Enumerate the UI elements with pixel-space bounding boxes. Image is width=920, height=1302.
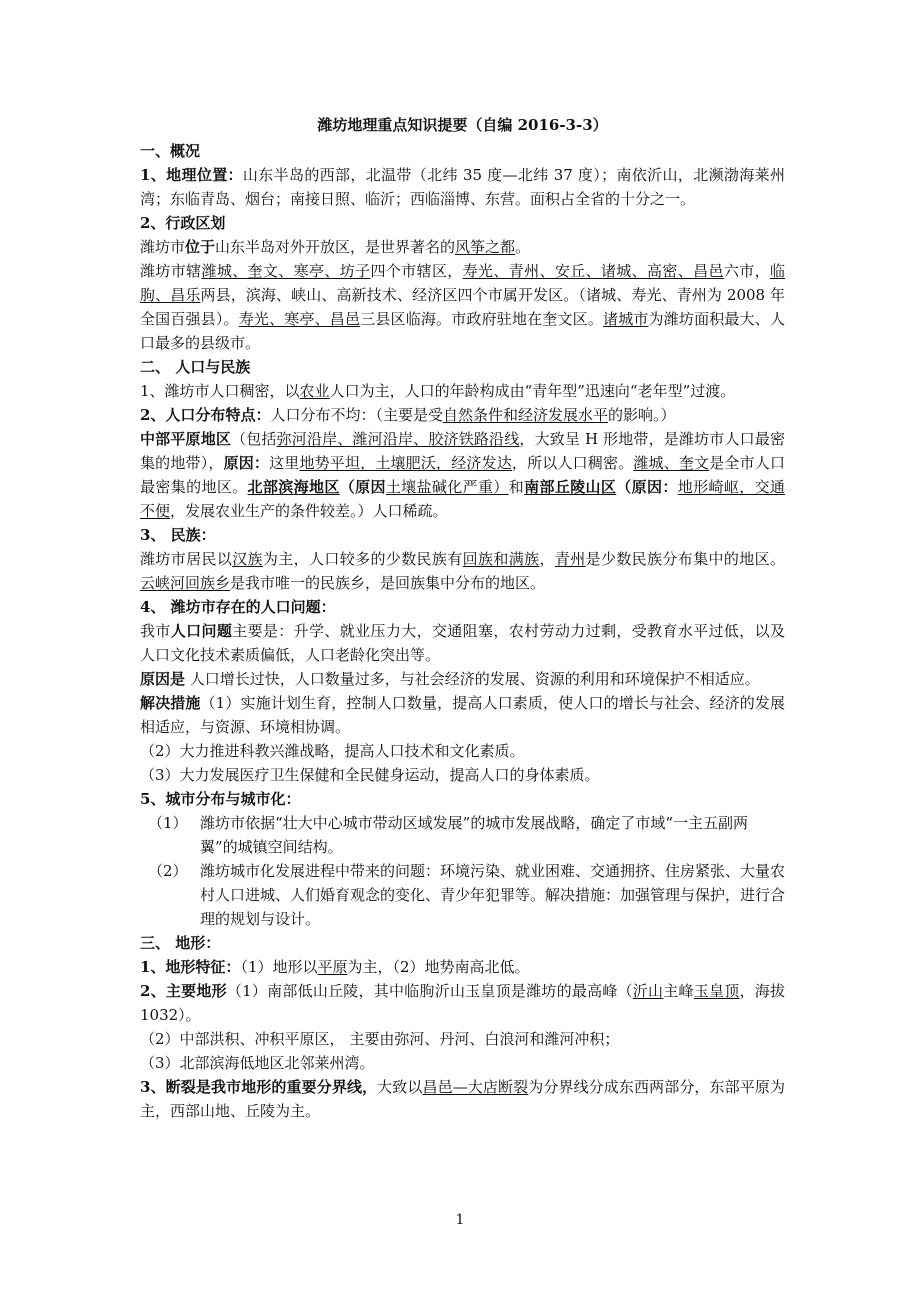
underlined-text: 土壤盐碱化严重） [385, 478, 509, 496]
underlined-text: 地势平坦，土壤肥沃，经济发达 [299, 454, 512, 472]
heading-text: 三、 地形： [140, 934, 221, 952]
text: （1）南部低山丘陵，其中临朐沂山玉皇顶是潍坊的最高峰（ [226, 982, 633, 1000]
text: 人口为主，人口的年龄构成由“青年型”迅速向“老年型”过渡。 [329, 382, 736, 400]
paragraph-measure-3: （3）大力发展医疗卫生保健和全民健身运动，提高人口的身体素质。 [140, 766, 600, 784]
paragraph-population-1 [140, 379, 785, 403]
paragraph-main-terrain [140, 979, 785, 1027]
paragraph-population-2 [140, 403, 785, 427]
paragraph-fault [140, 1075, 785, 1123]
underlined-text: 汉族 [232, 550, 263, 568]
label: 1、地理位置： [140, 166, 243, 184]
bold-text: 原因是 [140, 670, 186, 688]
bold-underlined-text: 南部丘陵山区 [524, 478, 617, 496]
underlined-text: 风筝之都 [455, 238, 516, 256]
underlined-text: 玉皇顶 [693, 982, 740, 1000]
bold-text: 1、地形特征： [140, 958, 241, 976]
underlined-text: 诸城市 [603, 310, 649, 328]
text: 潍坊市辖 [140, 262, 202, 280]
text: ，大致呈 H 形地带，是潍坊市人口最密集的地带）， [140, 430, 785, 472]
text: ，所以人口稠密。 [511, 454, 634, 472]
underlined-text: 昌邑—大店断裂 [422, 1078, 529, 1096]
text: 人口分布不均：（主要是受 [270, 406, 443, 424]
bold-text: 2、人口分布特点： [140, 406, 271, 424]
text: 我市 [140, 622, 171, 640]
paragraph-measures [140, 691, 785, 739]
text: 六市， [723, 262, 770, 280]
paragraph-terrain-2: （2）中部洪积、冲积平原区， 主要由弥河、丹河、白浪河和潍河冲积； [140, 1030, 620, 1048]
underlined-text: 农业 [299, 382, 330, 400]
underlined-text: 自然条件和经济发展水平 [442, 406, 608, 424]
text: 这里 [269, 454, 300, 472]
paragraph-ethnic [140, 547, 785, 595]
paragraph-reasons [140, 667, 785, 691]
page-title: 潍坊地理重点知识提要（自编 2016-3-3） [317, 116, 608, 134]
list-item [140, 811, 785, 859]
paragraph-population-distribution [140, 427, 785, 523]
paragraph-measure-2: （2）大力推进科教兴潍战略，提高人口技术和文化素质。 [140, 742, 525, 760]
page-number: 1 [455, 1212, 465, 1228]
text: 为主，（2）地势南高北低。 [347, 958, 530, 976]
document-body [140, 113, 785, 1123]
bold-text: 解决措施 [140, 694, 201, 712]
text: 为主，人口较多的少数民族有 [262, 550, 463, 568]
text: 为分界线分成东西两部分，东部平原为主，西部山地、丘陵为主。 [140, 1078, 785, 1120]
underlined-text: 弥河沿岸、潍河沿岸、胶济铁路沿线 [276, 430, 520, 448]
heading-terrain [140, 931, 785, 955]
heading-overview [140, 139, 785, 163]
underlined-text: 临朐、昌乐 [140, 262, 785, 304]
text: 为潍坊面积最大、人口最多的县级市。 [140, 310, 785, 352]
underlined-text: 寿光、寒亭、昌邑 [238, 310, 361, 328]
text: （1）地形以 [240, 958, 318, 976]
heading-admin [140, 211, 785, 235]
text: （1）实施计划生育，控制人口数量，提高人口素质，使人口的增长与社会、经济的发展相适应，与资源、环境相协调。 [140, 694, 785, 736]
list-item [140, 859, 785, 931]
underlined-text: 潍城、奎文、寒亭、坊子 [201, 262, 371, 280]
paragraph-terrain-features [140, 955, 785, 979]
list-text: 潍坊城市化发展进程中带来的问题：环境污染、就业困难、交通拥挤、住房紧张、大量农村人口进城、人们婚育观念的变化、青少年犯罪等。解决措施：加强管理与保护，进行合理的规划与设计。 [200, 862, 786, 928]
bold-text: 原因： [223, 454, 270, 472]
underlined-text: 潍城、奎文 [633, 454, 710, 472]
bold-text: 3、断裂是我市地形的重要分界线， [140, 1078, 378, 1096]
text: （包括 [231, 430, 277, 448]
text: 。 [515, 238, 531, 256]
bold-text: 2、主要地形 [140, 982, 227, 1000]
text: 的影响。） [607, 406, 676, 424]
bold-text: 位于 [185, 238, 216, 256]
paragraph-districts [140, 259, 785, 355]
underlined-text: 地形崎岖，交通不便 [140, 478, 785, 520]
text: 大致以 [377, 1078, 423, 1096]
heading-text: 3、 民族： [140, 526, 216, 544]
underlined-text: 寿光、青州、安丘、诸城、高密、昌邑 [462, 262, 724, 280]
list-text: 潍坊市依据“壮大中心城市带动区域发展”的城市发展战略，确定了市域“一主五副两翼”的城镇空间结构。 [200, 814, 749, 856]
text: 四个市辖区， [370, 262, 463, 280]
text: 潍坊市 [140, 238, 186, 256]
heading-text: 2、行政区划 [140, 214, 226, 232]
underlined-text: 青州 [554, 550, 586, 568]
text: 是全市人口最密集的地区。 [140, 454, 785, 496]
heading-ethnic [140, 523, 785, 547]
text: ，发展农业生产的条件较差。）人口稀疏。 [170, 502, 448, 520]
text: 是少数民族分布集中的地区。 [585, 550, 785, 568]
bold-underlined-text: 北部滨海地区 [247, 478, 340, 496]
text: 和 [508, 478, 525, 496]
paragraph-problems [140, 619, 785, 667]
underlined-text: 平原 [317, 958, 348, 976]
heading-text: 一、概况 [140, 142, 201, 160]
paragraph-terrain-3: （3）北部滨海低地区北邻莱州湾。 [140, 1054, 375, 1072]
text: 主要是：升学、就业压力大，交通阻塞，农村劳动力过剩，受教育水平过低，以及人口文化技术素质偏低，人口老龄化突出等。 [140, 622, 785, 664]
list-number: （2） [148, 862, 188, 880]
heading-text: 二、 人口与民族 [140, 358, 251, 376]
underlined-text: 云峡河回族乡 [140, 574, 231, 592]
paragraph-kite-capital [140, 235, 785, 259]
heading-population [140, 355, 785, 379]
list-number: （1） [148, 814, 188, 832]
text: 主峰 [663, 982, 694, 1000]
heading-urbanization [140, 787, 785, 811]
text: 山东半岛的西部，北温带（北纬 35 度—北纬 37 度）；南依沂山，北濒渤海莱州湾；东临青岛、烟台；南接日照、临沂；西临淄博、东营。面积占全省的十分之一。 [140, 166, 785, 208]
underlined-text: 沂山 [632, 982, 664, 1000]
text: ， [539, 550, 555, 568]
text: 是我市唯一的民族乡，是回族集中分布的地区。 [230, 574, 546, 592]
text: 两县，滨海、峡山、高新技术、经济区四个市属开发区。（诸城、寿光、青州为 2008 年全国百强县）。 [140, 286, 785, 328]
bold-text: （原因 [339, 478, 386, 496]
text: 人口增长过快，人口数量过多，与社会经济的发展、资源的利用和环境保护不相适应。 [185, 670, 760, 688]
bold-text: 中部平原地区 [140, 430, 232, 448]
heading-text: 5、城市分布与城市化： [140, 790, 301, 808]
text: 1、潍坊市人口稠密，以 [140, 382, 300, 400]
text: 三县区临海。市政府驻地在奎文区。 [360, 310, 604, 328]
heading-population-problems [140, 595, 785, 619]
paragraph-location [140, 163, 785, 211]
text: ，海拔 1032）。 [140, 982, 785, 1024]
heading-text: 4、 潍坊市存在的人口问题： [140, 598, 336, 616]
text: 潍坊市居民以 [140, 550, 233, 568]
underlined-text: 回族和满族 [462, 550, 540, 568]
text: 山东半岛对外开放区，是世界著名的 [215, 238, 456, 256]
bold-text: （原因： [616, 478, 678, 496]
bold-text: 人口问题 [170, 622, 233, 640]
